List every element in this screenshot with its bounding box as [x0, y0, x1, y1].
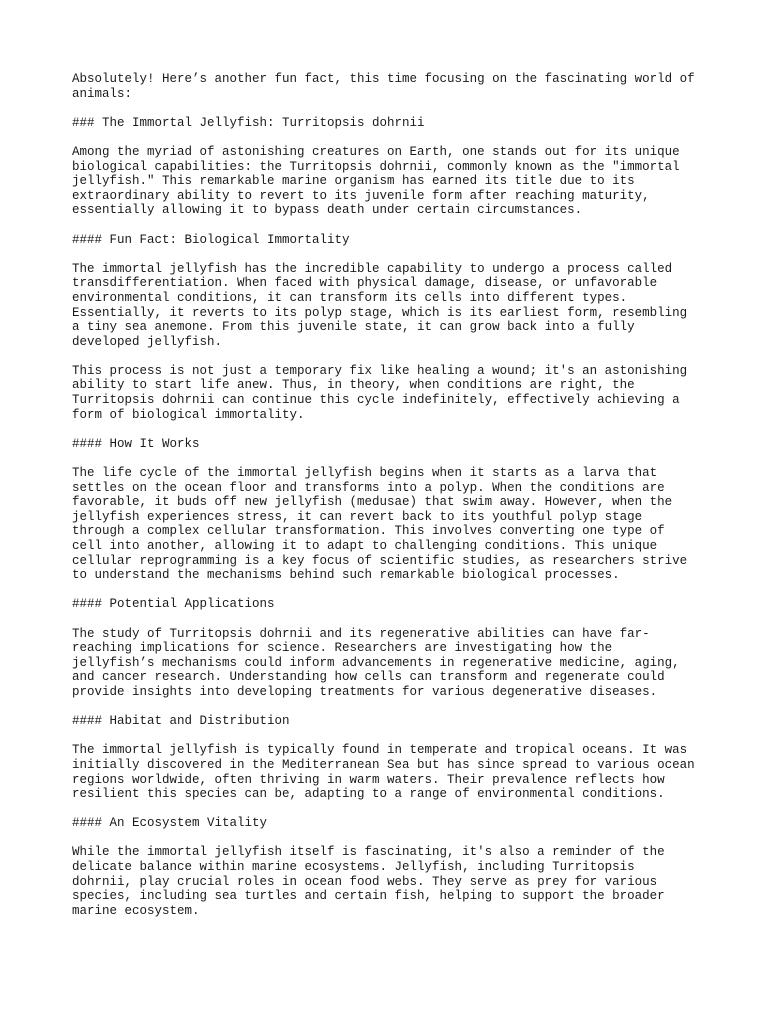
- paragraph-immortality: This process is not just a temporary fix like healing a wound; it's an astonishing ability to start life anew. Thus, in theory, when conditions are right, the Turritopsis dohrnii can continue this cycle indefinitely, effectively achieving a form of biological immortality.: [72, 363, 688, 422]
- heading-habitat: #### Habitat and Distribution: [72, 714, 290, 729]
- paragraph-intro-jellyfish: Among the myriad of astonishing creatures on Earth, one stands out for its unique biological capabilities: the Turritopsis dohrnii, commonly known as the "immortal jellyfish." This remarkable marine organism has earned its title due to its extraordinary ability to revert to its juvenile form after reaching maturity, essentially allowing it to bypass death under certain circumstances.: [72, 144, 680, 218]
- heading-ecosystem: #### An Ecosystem Vitality: [72, 816, 268, 831]
- heading-potential-applications: #### Potential Applications: [72, 597, 275, 612]
- heading-how-it-works: #### How It Works: [72, 436, 200, 451]
- document-page: [72, 72, 712, 933]
- document-title: ### The Immortal Jellyfish: Turritopsis dohrnii: [72, 115, 425, 130]
- intro-paragraph: Absolutely! Here’s another fun fact, this time focusing on the fascinating world of animals:: [72, 72, 695, 101]
- paragraph-habitat: The immortal jellyfish is typically found in temperate and tropical oceans. It was initially discovered in the Mediterranean Sea but has since spread to various ocean regions worldwide, often thriving in warm waters. Their prevalence reflects how resilient this species can be, adapting to a range of environmental conditions.: [72, 743, 695, 802]
- paragraph-applications: The study of Turritopsis dohrnii and its regenerative abilities can have far- reaching implications for science. Researchers are investigating how the jellyfish’s mechanisms could inform advancements in regenerative medicine, aging, and cancer research. Understanding how cells can transform and regenerate could provide insights into developing treatments for various degenerative diseases.: [72, 626, 680, 699]
- heading-fun-fact: #### Fun Fact: Biological Immortality: [72, 232, 350, 247]
- paragraph-transdifferentiation: The immortal jellyfish has the incredible capability to undergo a process called transdifferentiation. When faced with physical damage, disease, or unfavorable environmental conditions, it can transform its cells into different types. Essentially, it reverts to its polyp stage, which is its earliest form, resembling a tiny sea anemone. From this juvenile state, it can grow back into a fully developed jellyfish.: [72, 261, 688, 349]
- paragraph-ecosystem: While the immortal jellyfish itself is fascinating, it's also a reminder of the delicate balance within marine ecosystems. Jellyfish, including Turritopsis dohrnii, play crucial roles in ocean food webs. They serve as prey for various species, including sea turtles and certain fish, helping to support the broader marine ecosystem.: [72, 845, 665, 918]
- paragraph-life-cycle: The life cycle of the immortal jellyfish begins when it starts as a larva that settles on the ocean floor and transforms into a polyp. When the conditions are favorable, it buds off new jellyfish (medusae) that swim away. However, when the jellyfish experiences stress, it can revert back to its youthful polyp stage through a complex cellular transformation. This involves converting one type of cell into another, allowing it to adapt to challenging conditions. This unique cellular reprogramming is a key focus of scientific studies, as researchers strive to understand the mechanisms behind such remarkable biological processes.: [72, 466, 688, 583]
